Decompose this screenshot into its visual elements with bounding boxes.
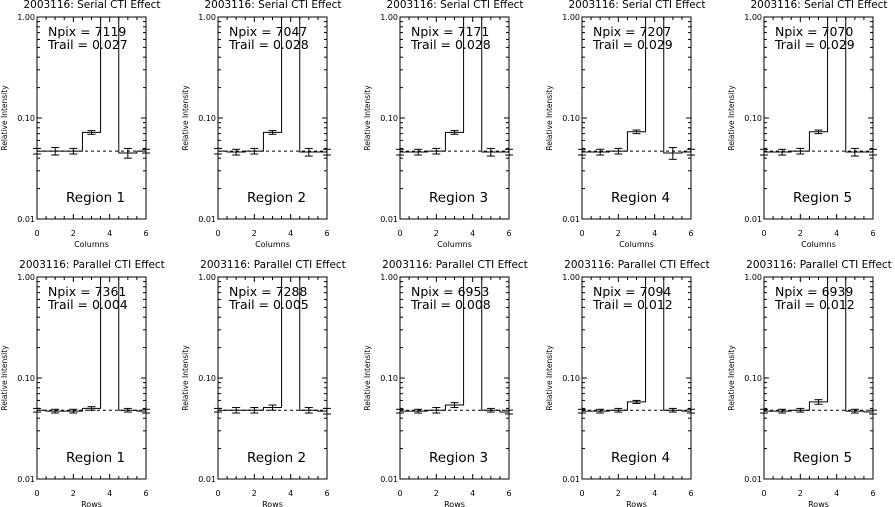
panel-title: 2003116: Serial CTI Effect bbox=[23, 0, 161, 11]
x-tick-label: 2 bbox=[615, 489, 621, 498]
x-axis-label: Columns bbox=[74, 240, 109, 249]
npix-annotation: Npix = 6953 bbox=[411, 284, 490, 299]
trail-annotation: Trail = 0.027 bbox=[48, 37, 128, 52]
npix-annotation: Npix = 7207 bbox=[593, 24, 672, 39]
y-tick-label: 0.10 bbox=[380, 114, 398, 123]
y-tick-label: 0.01 bbox=[17, 215, 35, 224]
trail-annotation: Trail = 0.012 bbox=[593, 297, 673, 312]
region-label: Region 2 bbox=[247, 450, 307, 466]
y-tick-label: 0.01 bbox=[744, 475, 762, 484]
y-tick-label: 1.00 bbox=[380, 13, 398, 22]
panel-title: 2003116: Serial CTI Effect bbox=[386, 0, 524, 11]
x-tick-label: 4 bbox=[834, 229, 840, 238]
panel-title: 2003116: Parallel CTI Effect bbox=[746, 259, 892, 271]
x-tick-label: 6 bbox=[324, 229, 330, 238]
x-tick-label: 4 bbox=[652, 229, 658, 238]
x-tick-label: 0 bbox=[34, 489, 40, 498]
x-tick-label: 0 bbox=[579, 489, 585, 498]
panel-parallel-4 bbox=[545, 259, 710, 507]
x-tick-label: 4 bbox=[288, 229, 294, 238]
y-tick-label: 0.10 bbox=[17, 114, 35, 123]
y-tick-label: 1.00 bbox=[17, 273, 35, 282]
panel-parallel-2 bbox=[181, 259, 346, 507]
trail-annotation: Trail = 0.008 bbox=[411, 297, 491, 312]
x-tick-label: 6 bbox=[688, 489, 694, 498]
x-tick-label: 0 bbox=[397, 489, 403, 498]
y-axis-label: Relative Intensity bbox=[363, 85, 372, 151]
x-tick-label: 6 bbox=[870, 229, 876, 238]
panel-title: 2003116: Serial CTI Effect bbox=[750, 0, 888, 11]
y-tick-label: 1.00 bbox=[562, 273, 580, 282]
x-tick-label: 0 bbox=[215, 229, 221, 238]
x-tick-label: 6 bbox=[143, 229, 149, 238]
x-tick-label: 6 bbox=[688, 229, 694, 238]
y-tick-label: 0.10 bbox=[198, 374, 216, 383]
y-tick-label: 0.01 bbox=[198, 215, 216, 224]
npix-annotation: Npix = 7094 bbox=[593, 284, 672, 299]
y-tick-label: 0.01 bbox=[744, 215, 762, 224]
y-tick-label: 0.01 bbox=[380, 475, 398, 484]
y-tick-label: 0.01 bbox=[380, 215, 398, 224]
x-tick-label: 0 bbox=[34, 229, 40, 238]
trail-annotation: Trail = 0.005 bbox=[229, 297, 309, 312]
y-axis-label: Relative Intensity bbox=[727, 345, 736, 411]
x-tick-label: 4 bbox=[288, 489, 294, 498]
x-tick-label: 6 bbox=[870, 489, 876, 498]
y-tick-label: 0.10 bbox=[17, 374, 35, 383]
region-label: Region 3 bbox=[429, 190, 489, 206]
trail-annotation: Trail = 0.028 bbox=[229, 37, 309, 52]
x-tick-label: 4 bbox=[834, 489, 840, 498]
x-tick-label: 0 bbox=[761, 489, 767, 498]
panel-title: 2003116: Serial CTI Effect bbox=[568, 0, 706, 11]
panel-serial-2 bbox=[181, 0, 342, 249]
y-tick-label: 0.10 bbox=[744, 374, 762, 383]
region-label: Region 3 bbox=[429, 450, 489, 466]
npix-annotation: Npix = 7171 bbox=[411, 24, 490, 39]
trail-annotation: Trail = 0.004 bbox=[48, 297, 128, 312]
npix-annotation: Npix = 7288 bbox=[229, 284, 308, 299]
x-tick-label: 4 bbox=[470, 489, 476, 498]
x-axis-label: Rows bbox=[808, 500, 829, 507]
y-axis-label: Relative Intensity bbox=[545, 345, 554, 411]
panel-parallel-5 bbox=[727, 259, 892, 507]
trail-annotation: Trail = 0.012 bbox=[775, 297, 855, 312]
region-label: Region 5 bbox=[793, 450, 853, 466]
region-label: Region 4 bbox=[611, 450, 671, 466]
x-tick-label: 0 bbox=[579, 229, 585, 238]
panel-title: 2003116: Parallel CTI Effect bbox=[382, 259, 528, 271]
y-tick-label: 1.00 bbox=[562, 13, 580, 22]
npix-annotation: Npix = 7361 bbox=[48, 284, 127, 299]
panel-parallel-3 bbox=[363, 259, 528, 507]
panel-title: 2003116: Parallel CTI Effect bbox=[200, 259, 346, 271]
x-tick-label: 4 bbox=[107, 489, 113, 498]
x-axis-label: Rows bbox=[81, 500, 102, 507]
x-tick-label: 2 bbox=[797, 229, 803, 238]
x-axis-label: Rows bbox=[444, 500, 465, 507]
y-tick-label: 0.01 bbox=[198, 475, 216, 484]
x-tick-label: 0 bbox=[215, 489, 221, 498]
x-tick-label: 2 bbox=[797, 489, 803, 498]
x-axis-label: Columns bbox=[255, 240, 290, 249]
y-axis-label: Relative Intensity bbox=[181, 345, 190, 411]
panel-title: 2003116: Serial CTI Effect bbox=[204, 0, 342, 11]
region-label: Region 2 bbox=[247, 190, 307, 206]
x-tick-label: 4 bbox=[107, 229, 113, 238]
y-tick-label: 1.00 bbox=[198, 273, 216, 282]
y-axis-label: Relative Intensity bbox=[727, 85, 736, 151]
x-tick-label: 2 bbox=[433, 229, 439, 238]
region-label: Region 4 bbox=[611, 190, 671, 206]
panel-serial-4 bbox=[545, 0, 706, 249]
x-tick-label: 2 bbox=[70, 489, 76, 498]
panel-title: 2003116: Parallel CTI Effect bbox=[19, 259, 165, 271]
panel-title: 2003116: Parallel CTI Effect bbox=[564, 259, 710, 271]
x-tick-label: 6 bbox=[506, 489, 512, 498]
y-tick-label: 0.10 bbox=[380, 374, 398, 383]
x-tick-label: 6 bbox=[506, 229, 512, 238]
y-tick-label: 0.01 bbox=[562, 215, 580, 224]
x-tick-label: 0 bbox=[397, 229, 403, 238]
trail-annotation: Trail = 0.028 bbox=[411, 37, 491, 52]
y-tick-label: 1.00 bbox=[380, 273, 398, 282]
npix-annotation: Npix = 7047 bbox=[229, 24, 308, 39]
y-tick-label: 0.10 bbox=[198, 114, 216, 123]
region-label: Region 1 bbox=[66, 190, 126, 206]
npix-annotation: Npix = 6939 bbox=[775, 284, 854, 299]
panel-serial-1 bbox=[0, 0, 161, 249]
y-tick-label: 0.10 bbox=[744, 114, 762, 123]
x-tick-label: 2 bbox=[251, 489, 257, 498]
x-axis-label: Columns bbox=[619, 240, 654, 249]
y-tick-label: 1.00 bbox=[17, 13, 35, 22]
x-tick-label: 2 bbox=[70, 229, 76, 238]
panel-serial-5 bbox=[727, 0, 888, 249]
region-label: Region 5 bbox=[793, 190, 853, 206]
x-axis-label: Columns bbox=[437, 240, 472, 249]
x-tick-label: 2 bbox=[251, 229, 257, 238]
panel-serial-3 bbox=[363, 0, 524, 249]
y-axis-label: Relative Intensity bbox=[0, 345, 9, 411]
y-tick-label: 0.01 bbox=[17, 475, 35, 484]
trail-annotation: Trail = 0.029 bbox=[775, 37, 855, 52]
x-axis-label: Rows bbox=[262, 500, 283, 507]
panel-parallel-1 bbox=[0, 259, 165, 507]
x-tick-label: 2 bbox=[615, 229, 621, 238]
y-tick-label: 1.00 bbox=[744, 273, 762, 282]
x-tick-label: 6 bbox=[324, 489, 330, 498]
x-axis-label: Columns bbox=[801, 240, 836, 249]
x-tick-label: 2 bbox=[433, 489, 439, 498]
x-axis-label: Rows bbox=[626, 500, 647, 507]
y-axis-label: Relative Intensity bbox=[181, 85, 190, 151]
x-tick-label: 4 bbox=[652, 489, 658, 498]
trail-annotation: Trail = 0.029 bbox=[593, 37, 673, 52]
y-axis-label: Relative Intensity bbox=[0, 85, 9, 151]
y-axis-label: Relative Intensity bbox=[363, 345, 372, 411]
y-tick-label: 0.10 bbox=[562, 114, 580, 123]
x-tick-label: 6 bbox=[143, 489, 149, 498]
y-tick-label: 0.01 bbox=[562, 475, 580, 484]
x-tick-label: 4 bbox=[470, 229, 476, 238]
y-axis-label: Relative Intensity bbox=[545, 85, 554, 151]
x-tick-label: 0 bbox=[761, 229, 767, 238]
y-tick-label: 1.00 bbox=[198, 13, 216, 22]
npix-annotation: Npix = 7119 bbox=[48, 24, 127, 39]
npix-annotation: Npix = 7070 bbox=[775, 24, 854, 39]
y-tick-label: 0.10 bbox=[562, 374, 580, 383]
y-tick-label: 1.00 bbox=[744, 13, 762, 22]
region-label: Region 1 bbox=[66, 450, 126, 466]
